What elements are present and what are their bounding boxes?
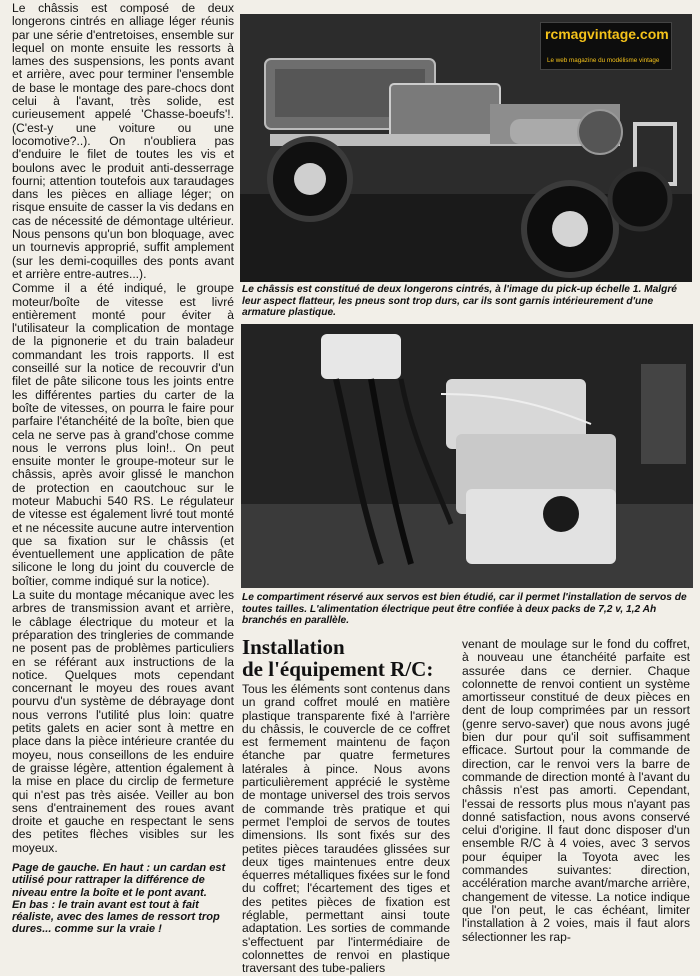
chassis-photo: [240, 14, 692, 282]
left-text-column: [12, 1, 234, 855]
right-text-column: [462, 638, 690, 952]
section-heading: [242, 636, 452, 680]
servo-compartment-photo: [241, 324, 693, 588]
watermark-brand: rcmagvintage.com: [545, 26, 669, 42]
watermark-tagline: Le web magazine du modélisme vintage: [547, 57, 660, 64]
chassis-caption: Le châssis est constitué de deux longerons cintrés, à l'image du pick-up échelle 1. Malgré leur aspect flatteur, les pneus sont trop durs, car ils sont garnis intérieurement d'une armature plastique.: [242, 284, 677, 318]
section-heading-line2: de l'équipement R/C:: [242, 657, 434, 681]
left-page-caption: [12, 862, 232, 936]
left-paragraph-1: Le châssis est composé de deux longerons cintrés en alliage léger réunis par une série d'entretoises, ensemble sur lequel on monte ensuite les ressorts à lames des suspensions, les ponts avant et arrière, avec pour terminer l'ensemble de base le montage des pare-chocs dont celui à l'avant, très solide, est curieusement appelé 'Chasse-boeufs'!. (C'est-y une voiture ou une locomotive?..). On n'oubliera pas d'enduire le filet de toutes les vis et boulons avec le produit anti-desserrage fourni; attention toutefois aux taraudages dans les pièces en alliage léger; on risque ensuite de casser la vis dedans en cas de nécessité de démontage ultérieur. Nous pensons qu'un bon bloquage, avec un tournevis approprié, suffit amplement (sur les demi-coquilles des ponts avant et arrière entre-autres...).: [12, 1, 234, 281]
right-paragraph: venant de moulage sur le fond du coffret, à nouveau une étanchéité parfaite est assurée dans ce dernier. Chaque colonnette de renvoi contient un système amortisseur constitué de deux pièces en dent de loup comprimées par un ressort (genre servo-saver) que nous avons jugé bien dur pour qu'il soit suffisamment efficace. Surtout pour la commande de direction, car le renvoi vers la barre de commande de direction monté à l'avant du châssis n'est pas amorti. Cependant, l'essai de ressorts plus mous n'ayant pas donné satisfaction, nous avons conservé celui d'origine. Il faut donc disposer d'un ensemble R/C à 4 voies, avec 3 servos pour équiper la Toyota avec les commandes suivantes: direction, accélération marche avant/marche arrière, changement de vitesse. La notice indique que l'on peut, le cas échéant, limiter l'installation à 2 voies, mais il faut alors sélectionner les rap-: [462, 637, 690, 944]
middle-paragraph: Tous les éléments sont contenus dans un grand coffret moulé en matière plastique transparente fixé à l'arrière du châssis, le couvercle de ce coffret est fermement maintenu de façon étanche par quatre fermetures latérales à pince. Nous avons particulièrement apprécié le système de montage universel des trois servos de commande très pratique et qui permet l'emploi de servos de toutes dimensions. Ils sont fixés sur des petites pièces taraudées glissées sur deux tiges maintenues entre deux équerres métalliques fixées sur le fond du coffret; l'écartement des tiges et des petites pièces de fixation est réglable, permettant ainsi toute adaptation. Les sorties de commande s'effectuent par l'intermédiaire de colonnettes de renvoi en plastique traversant des tube-paliers: [242, 682, 450, 976]
left-caption-top: Page de gauche. En haut : un cardan est utilisé pour rattraper la différence de niveau entre la boîte et le pont avant.: [12, 862, 226, 899]
servos-caption: Le compartiment réservé aux servos est bien étudié, car il permet l'installation de servos de toutes tailles. L'alimentation électrique peut être confiée à deux packs de 7,2 v, 1,2 Ah branchés en parallèle.: [242, 592, 687, 626]
left-paragraph-2: Comme il a été indiqué, le groupe moteur/boîte de vitesse est livré entièrement monté pour éviter à l'utilisateur la complication de montage de la pignonerie et du train baladeur commandant les trois rapports. Il est conseillé sur la notice de recouvrir d'un filet de pâte silicone tous les joints entre les différentes parties du carter de la boîte de vitesses, on pourra le faire pour parfaire l'étanchéité de la boîte, bien que cela ne serve pas à grand'chose comme nous le verrons plus loin!.. On peut ensuite monter le groupe-moteur sur le châssis, après avoir glissé le manchon de protection en caoutchouc sur le moteur Mabuchi 540 RS. Le régulateur de vitesse est également livré tout monté et ne nécessite aucune autre intervention que sa fixation sur le châssis (et éventuellement une application de pâte silicone le long du joint du couvercle de boîtier, comme indiqué sur la notice).: [12, 281, 234, 588]
left-paragraph-3: La suite du montage mécanique avec les arbres de transmission avant et arrière, le câblage électrique du moteur et la préparation des tringleries de commande ne posent pas de problèmes particuliers en se référant aux instructions de la notice. Quelques mots cependant concernant le moyeu des roues avant pourvu d'un système de débrayage dont nous verrons l'utilité plus loin: quatre petits galets en acier sont à mettre en place dans la pièce intérieure crantée du moyeu, nous conseillons de les enduire de graisse légère, attention également à la mise en place du circlip de fermeture qui n'est pas très aisée. Veiller au bon sens d'entrainement des roues avant droite et gauche en respectant le sens des petites flèches visibles sur les moyeux.: [12, 588, 234, 855]
servo-illustration: [241, 324, 693, 588]
watermark-logo: [540, 22, 672, 70]
left-caption-bottom: En bas : le train avant est tout à fait réaliste, avec des lames de ressort trop dures... comme sur la vraie !: [12, 898, 220, 936]
section-heading-line1: Installation: [242, 635, 345, 659]
middle-text-column: [242, 682, 450, 976]
